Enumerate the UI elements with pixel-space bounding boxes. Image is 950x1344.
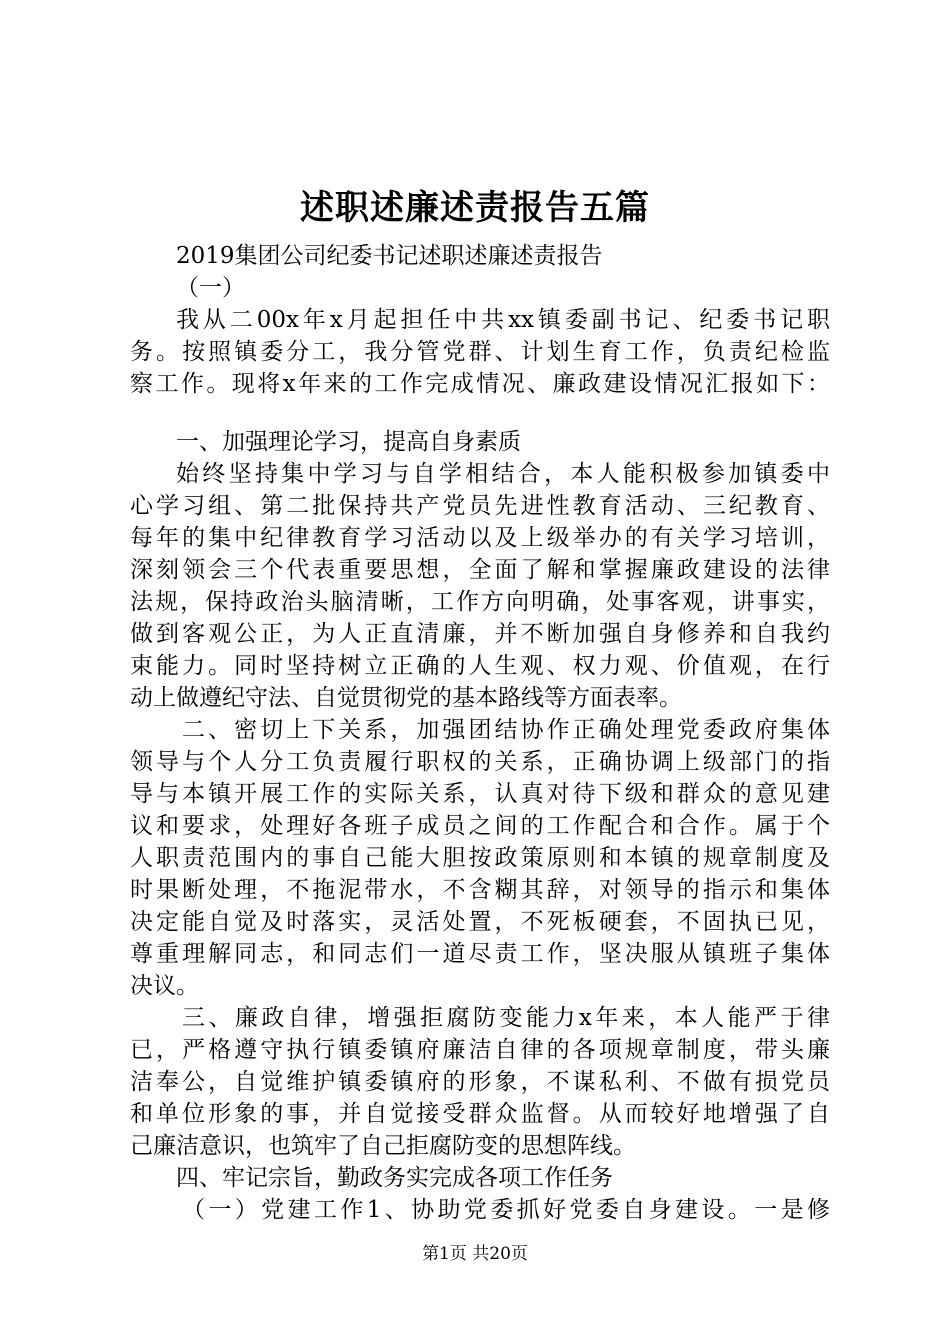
paragraph-line: 始终坚持集中学习与自学相结合，本人能积极参加镇委中 bbox=[176, 461, 830, 487]
paragraph-line: 人职责范围内的事自己能大胆按政策原则和本镇的规章制度及 bbox=[130, 845, 830, 871]
paragraph-line: 束能力。同时坚持树立正确的人生观、权力观、价值观，在行 bbox=[130, 653, 830, 679]
paragraph-line: 和单位形象的事，并自觉接受群众监督。从而较好地增强了自 bbox=[130, 1101, 830, 1127]
paragraph-line: 动上做遵纪守法、自觉贯彻党的基本路线等方面表率。 bbox=[130, 685, 682, 711]
document-subtitle: 2019集团公司纪委书记述职述廉述责报告 bbox=[176, 243, 603, 269]
paragraph-line: 我从二00x年x月起担任中共xx镇委副书记、纪委书记职 bbox=[176, 307, 830, 333]
paragraph-line: 尊重理解同志，和同志们一道尽责工作，坚决服从镇班子集体 bbox=[130, 941, 830, 967]
paragraph-line: 察工作。现将x年来的工作完成情况、廉政建设情况汇报如下： bbox=[130, 371, 830, 397]
paragraph-line: 决定能自觉及时落实，灵活处置，不死板硬套，不固执已见， bbox=[130, 909, 830, 935]
paragraph-line: 做到客观公正，为人正直清廉，并不断加强自身修养和自我约 bbox=[130, 621, 830, 647]
paragraph-line: 己廉洁意识，也筑牢了自己拒腐防变的思想阵线。 bbox=[130, 1133, 636, 1159]
paragraph-line: 三、廉政自律，增强拒腐防变能力x年来，本人能严于律 bbox=[182, 1005, 830, 1031]
paragraph-line: 已，严格遵守执行镇委镇府廉洁自律的各项规章制度，带头廉 bbox=[130, 1037, 830, 1063]
paragraph-line: 每年的集中纪律教育学习活动以及上级举办的有关学习培训， bbox=[130, 525, 830, 551]
page-footer: 第1页 共20页 bbox=[422, 1244, 528, 1264]
document-title: 述职述廉述责报告五篇 bbox=[300, 188, 650, 228]
paragraph-gap bbox=[130, 400, 830, 426]
paragraph-line: 议和要求，处理好各班子成员之间的工作配合和合作。属于个 bbox=[130, 813, 830, 839]
paragraph-line: 深刻领会三个代表重要思想，全面了解和掌握廉政建设的法律 bbox=[130, 557, 830, 583]
paragraph-line: 务。按照镇委分工，我分管党群、计划生育工作，负责纪检监 bbox=[130, 339, 830, 365]
section-heading: 一、加强理论学习，提高自身素质 bbox=[176, 429, 521, 455]
paragraph-line: 决议。 bbox=[130, 973, 199, 999]
paragraph-line: 时果断处理，不拖泥带水，不含糊其辞，对领导的指示和集体 bbox=[130, 877, 830, 903]
paragraph-line: 心学习组、第二批保持共产党员先进性教育活动、三纪教育、 bbox=[130, 493, 830, 519]
paragraph-line: 法规，保持政治头脑清晰，工作方向明确，处事客观，讲事实， bbox=[130, 589, 830, 615]
document-body bbox=[130, 240, 830, 1226]
section-marker: （一） bbox=[176, 275, 245, 301]
paragraph-line: 洁奉公，自觉维护镇委镇府的形象，不谋私利、不做有损党员 bbox=[130, 1069, 830, 1095]
paragraph-line: （一）党建工作1、协助党委抓好党委自身建设。一是修 bbox=[182, 1197, 830, 1223]
paragraph-line: 领导与个人分工负责履行职权的关系，正确协调上级部门的指 bbox=[130, 749, 830, 775]
paragraph-line: 二、密切上下关系，加强团结协作正确处理党委政府集体 bbox=[182, 717, 830, 743]
section-heading: 四、牢记宗旨，勤政务实完成各项工作任务 bbox=[176, 1165, 613, 1191]
paragraph-line: 导与本镇开展工作的实际关系，认真对待下级和群众的意见建 bbox=[130, 781, 830, 807]
